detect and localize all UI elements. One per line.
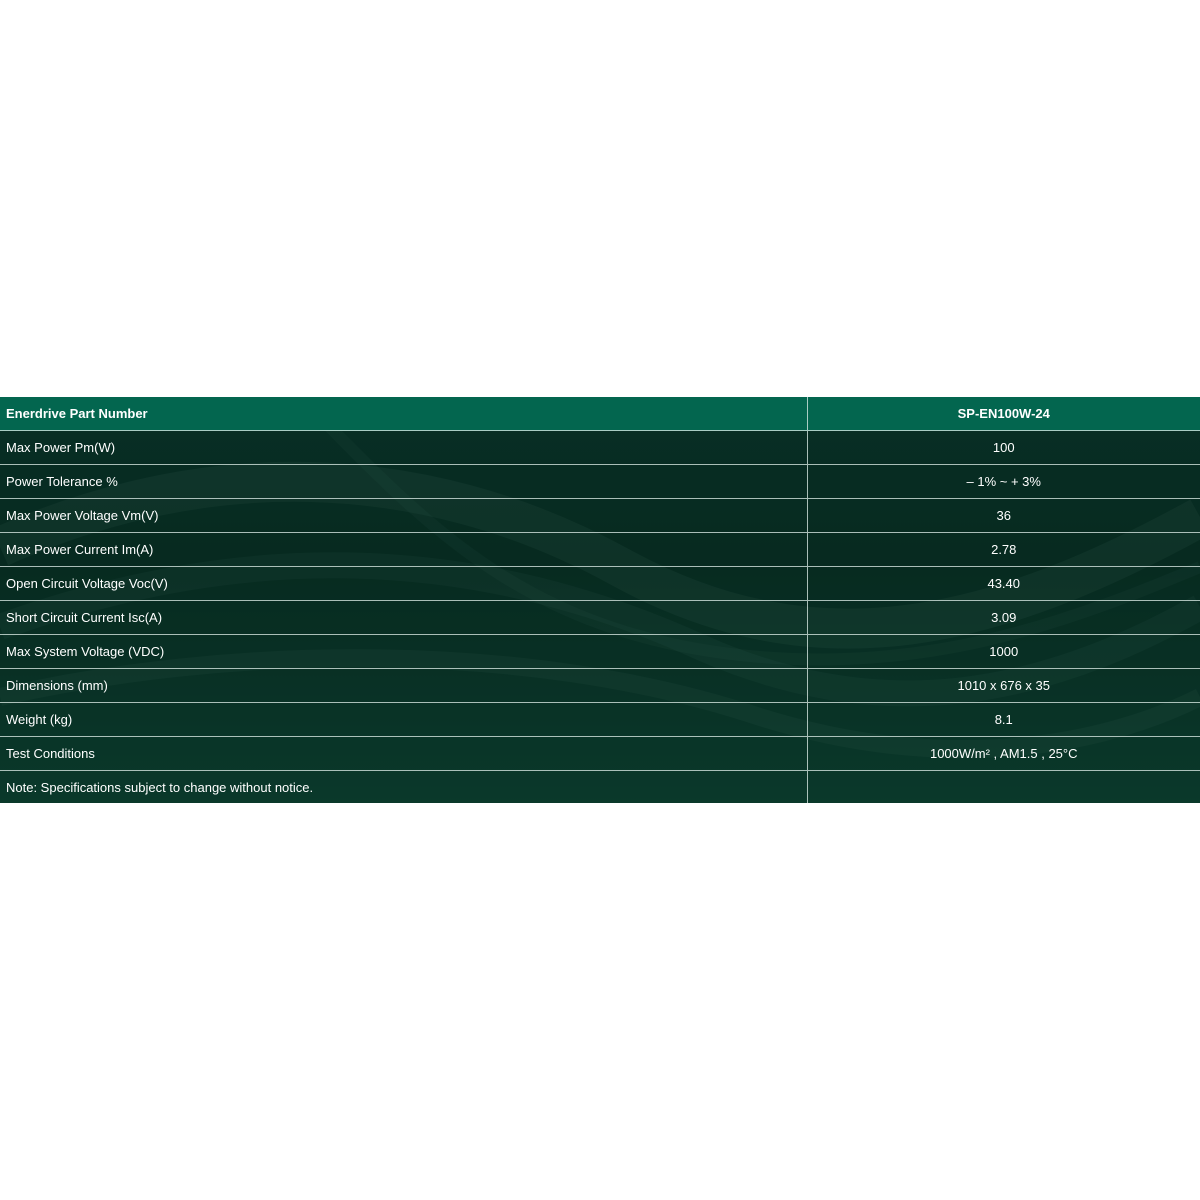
spec-value: 2.78 — [807, 533, 1200, 567]
spec-label: Max Power Pm(W) — [0, 431, 807, 465]
table-row — [0, 737, 1200, 771]
part-number-value: SP-EN100W-24 — [807, 397, 1200, 431]
spec-label: Power Tolerance % — [0, 465, 807, 499]
spec-value: 1000W/m² , AM1.5 , 25°C — [807, 737, 1200, 771]
spec-value: 8.1 — [807, 703, 1200, 737]
spec-label: Max System Voltage (VDC) — [0, 635, 807, 669]
spec-value: 36 — [807, 499, 1200, 533]
spec-label: Max Power Voltage Vm(V) — [0, 499, 807, 533]
spec-label: Dimensions (mm) — [0, 669, 807, 703]
spec-value: 43.40 — [807, 567, 1200, 601]
part-number-label: Enerdrive Part Number — [0, 397, 807, 431]
spec-value: – 1% ~ + 3% — [807, 465, 1200, 499]
table-row — [0, 669, 1200, 703]
spec-label: Short Circuit Current Isc(A) — [0, 601, 807, 635]
spec-table — [0, 397, 1200, 803]
table-row — [0, 601, 1200, 635]
spec-label: Open Circuit Voltage Voc(V) — [0, 567, 807, 601]
spec-value: 1000 — [807, 635, 1200, 669]
spec-value: 100 — [807, 431, 1200, 465]
table-row — [0, 499, 1200, 533]
spec-label: Weight (kg) — [0, 703, 807, 737]
table-row — [0, 703, 1200, 737]
note-row — [0, 771, 1200, 804]
spec-label: Test Conditions — [0, 737, 807, 771]
table-row — [0, 465, 1200, 499]
spec-value: 1010 x 676 x 35 — [807, 669, 1200, 703]
specification-note: Note: Specifications subject to change without notice. — [0, 771, 807, 804]
table-header-row — [0, 397, 1200, 431]
table-row — [0, 533, 1200, 567]
spec-label: Max Power Current Im(A) — [0, 533, 807, 567]
spec-value: 3.09 — [807, 601, 1200, 635]
table-row — [0, 431, 1200, 465]
table-row — [0, 635, 1200, 669]
note-empty-cell — [807, 771, 1200, 804]
spec-table-panel — [0, 397, 1200, 803]
table-row — [0, 567, 1200, 601]
